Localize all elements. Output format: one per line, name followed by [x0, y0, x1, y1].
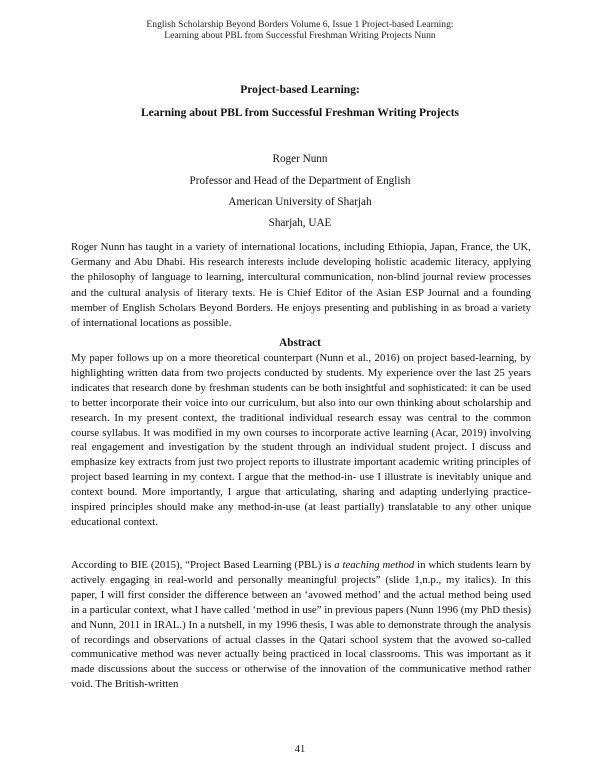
paper-title-line-2: Learning about PBL from Successful Freshman Writing Projects: [140, 107, 460, 119]
abstract-heading: Abstract: [279, 337, 321, 349]
running-head: [0, 19, 600, 41]
author-location: Sharjah, UAE: [268, 217, 332, 229]
page-number: 41: [294, 744, 306, 755]
running-head-line-1: English Scholarship Beyond Borders Volume 6, Issue 1 Project-based Learning:: [146, 19, 454, 30]
author-name: Roger Nunn: [272, 153, 328, 165]
intro-italic-phrase: a teaching method: [334, 559, 415, 571]
intro-text-rest: in which students learn by actively engaging in real-world and personally meaningful projects” (slide 1,n.p., my italics). In this paper, I will first consider the difference between an ‘avowed method’ and the actual method being used in a particular context, what I have called ‘method in use” in previous papers (Nunn 1996 (my PhD thesis) and Nunn, 2011 in IRAL.) In a nutshell, in my 1996 thesis, I was able to demonstrate through the analysis of recordings and observations of actual classes in the Qatari school system that the avowed so-called communicative method was never actually being practiced in local classrooms. This was important as it made discussions about the success or otherwise of the innovation of the communicative method rather void. The British-written: [71, 559, 532, 691]
paper-title-line-1: Project-based Learning:: [240, 84, 360, 96]
author-position: Professor and Head of the Department of English: [189, 175, 411, 187]
author-institution: American University of Sharjah: [228, 196, 372, 208]
intro-text-start: According to BIE (2015), “Project Based Learning (PBL) is: [71, 559, 335, 571]
abstract-text: My paper follows up on a more theoretical counterpart (Nunn et al., 2016) on project based-learning, by highlighting written data from two projects conducted by students. My experience over the last 25 years indicates that research done by freshman students can be both insightful and sophisticated: it can be used to better incorporate their voice into our curriculum, but also into our own thinking about scholarship and research. In my present context, the traditional individual research essay was central to the common course syllabus. It was modified in my own courses to incorporate active learning (Acar, 2019) involving real engagement and investigation by the student through an individual student project. I discuss and emphasize key extracts from just two project reports to illustrate important academic writing principles of project based learning in my context. I argue that the method-in- use I illustrate is inevitably unique and context bound. More importantly, I argue that articulating, sharing and adapting underlying practice-inspired principles should make any method-in-use (at least partially) translatable to any other unique educational context.: [71, 352, 531, 528]
running-head-line-2: Learning about PBL from Successful Freshman Writing Projects Nunn: [164, 30, 436, 41]
intro-paragraph: [71, 558, 531, 692]
author-bio: Roger Nunn has taught in a variety of international locations, including Ethiopia, Japan, France, the UK, Germany and Abu Dhabi. His research interests include developing holistic academic literacy, applying the philosophy of language to learning, intercultural communication, non-blind journal review processes and the cultural analysis of literary texts. He is Chief Editor of the Asian ESP Journal and a founding member of English Scholars Beyond Borders. He enjoys presenting and publishing in as broad a variety of international locations as possible.: [71, 241, 531, 330]
